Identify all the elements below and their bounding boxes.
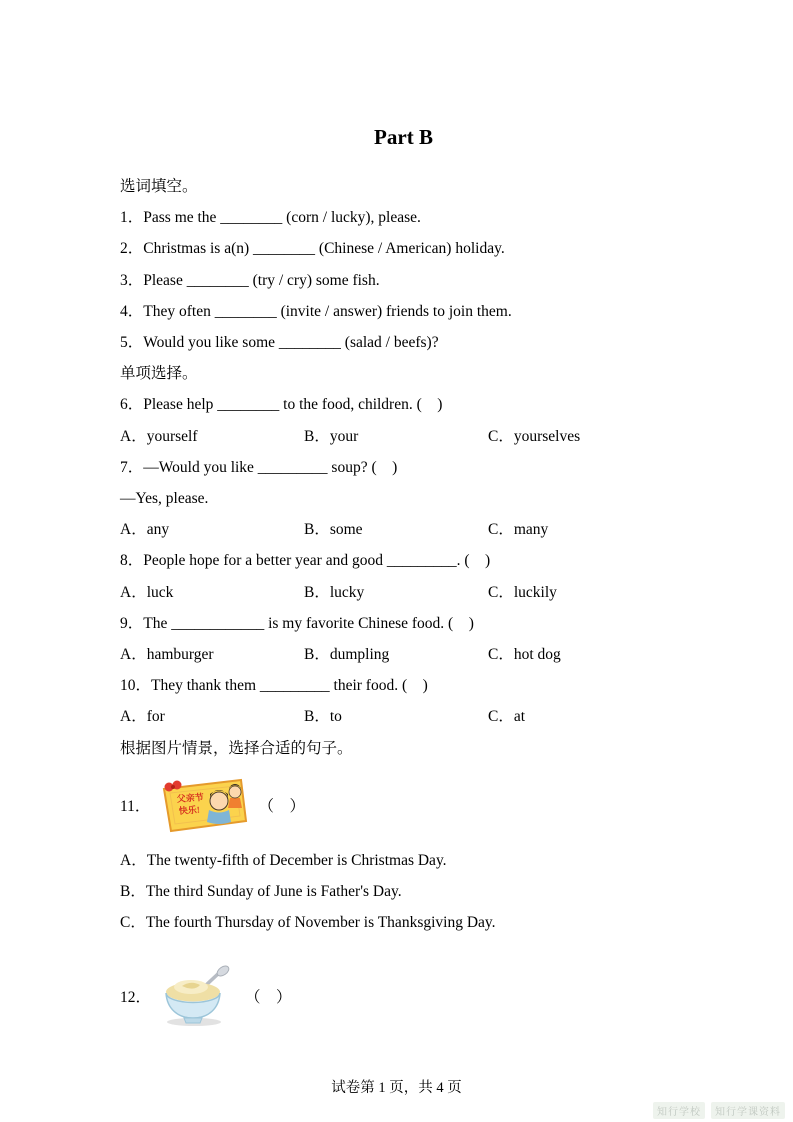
option-9-c: C．hot dog xyxy=(488,646,561,664)
question-7-reply: —Yes, please. xyxy=(120,490,209,508)
options-row-8 xyxy=(120,577,687,608)
option-8-c: C．luckily xyxy=(488,583,557,601)
exam-content xyxy=(120,124,687,1027)
page-footer: 试卷第 1 页，共 4 页 xyxy=(331,1080,462,1096)
question-1: 1．Pass me the ________ (corn / lucky), please. xyxy=(120,209,421,227)
option-8-a: A．luck xyxy=(120,583,174,601)
question-4: 4．They often ________ (invite / answer) friends to join them. xyxy=(120,302,512,320)
watermark xyxy=(653,1102,785,1119)
card-text-line1: 父亲节 xyxy=(176,791,205,804)
fathers-day-card-image xyxy=(157,777,251,833)
question-7: 7．—Would you like _________ soup? ( ) xyxy=(120,458,398,476)
question-10: 10．They thank them _________ their food. ( ) xyxy=(120,677,428,695)
options-row-7 xyxy=(120,514,687,545)
option-10-b: B．to xyxy=(304,708,342,726)
section-header-fill-in: 选词填空。 xyxy=(120,178,198,195)
option-9-b: B．dumpling xyxy=(304,646,390,664)
question-11-number: 11． xyxy=(120,797,151,815)
soup-surface xyxy=(166,980,220,1002)
watermark-resource: 知行学课资料 xyxy=(711,1102,785,1119)
question-5: 5．Would you like some ________ (salad / beefs)? xyxy=(120,334,439,352)
page-title: Part B xyxy=(374,125,433,149)
options-row-10 xyxy=(120,701,687,732)
option-7-c: C．many xyxy=(488,521,549,539)
card-text-line2: 快乐! xyxy=(178,804,201,816)
question-11 xyxy=(120,777,687,833)
question-8: 8．People hope for a better year and good _________. ( ) xyxy=(120,552,491,570)
option-6-a: A．yourself xyxy=(120,427,198,445)
question-6: 6．Please help ________ to the food, children. ( ) xyxy=(120,396,443,414)
option-9-a: A．hamburger xyxy=(120,646,214,664)
option-10-c: C．at xyxy=(488,708,526,726)
options-row-6 xyxy=(120,421,687,452)
option-7-a: A．any xyxy=(120,521,170,539)
options-row-9 xyxy=(120,639,687,670)
fathers-day-card-graphic xyxy=(157,777,251,833)
section-header-multiple-choice: 单项选择。 xyxy=(120,365,198,383)
option-6-b: B．your xyxy=(304,427,359,445)
question-11-answer-paren: （ ） xyxy=(258,797,305,815)
question-9: 9．The ____________ is my favorite Chinese food. ( ) xyxy=(120,614,474,632)
section-header-picture: 根据图片情景，选择合适的句子。 xyxy=(120,739,353,757)
option-8-b: B．lucky xyxy=(304,583,365,601)
question-3: 3．Please ________ (try / cry) some fish. xyxy=(120,271,380,289)
question-2: 2．Christmas is a(n) ________ (Chinese / American) holiday. xyxy=(120,240,505,258)
watermark-school: 知行学校 xyxy=(653,1102,705,1119)
option-11-c: C．The fourth Thursday of November is Thanksgiving Day. xyxy=(120,914,496,932)
option-7-b: B．some xyxy=(304,521,363,539)
soup-bowl-graphic xyxy=(158,965,238,1027)
bowl-base xyxy=(184,1018,202,1023)
question-12 xyxy=(120,965,687,1027)
option-6-c: C．yourselves xyxy=(488,427,581,445)
option-11-a: A．The twenty-fifth of December is Christmas Day. xyxy=(120,851,447,869)
question-12-answer-paren: （ ） xyxy=(245,989,292,1007)
question-12-number: 12． xyxy=(120,989,152,1007)
option-11-b: B．The third Sunday of June is Father's Day. xyxy=(120,883,402,901)
option-10-a: A．for xyxy=(120,708,165,726)
soup-bowl-image xyxy=(158,965,238,1027)
